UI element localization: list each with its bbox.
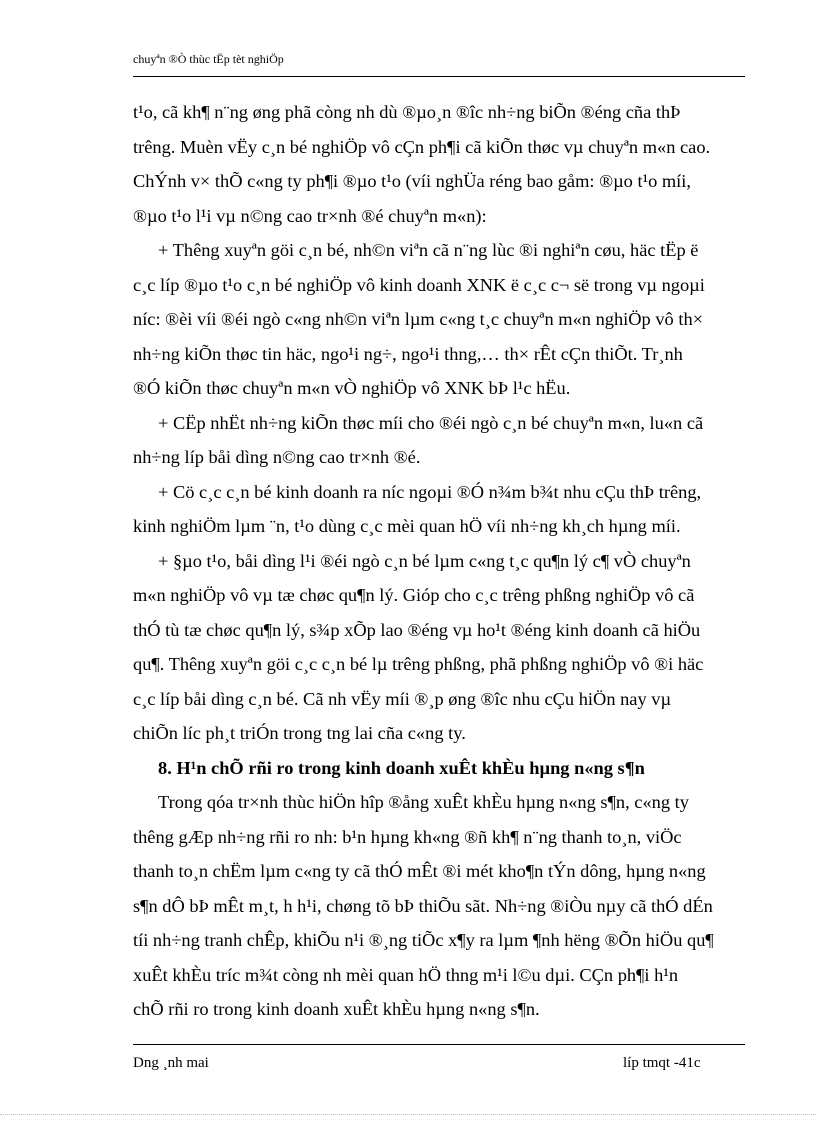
text-line: níc: ®èi víi ®éi ngò c«ng nh©n viªn lµm c«ng t¸c chuyªn m«n nghiÖp vô th× [133,309,704,329]
text-line: nh÷ng kiÕn thøc tin häc, ngo¹i ng÷, ngo¹i thng,… th× rÊt cÇn thiÕt. Tr¸nh [133,343,683,364]
page-body [133,95,773,1027]
header-rule [133,76,745,77]
text-line: thÓ tù tæ chøc qu¶n lý, s¾p xÕp lao ®éng vµ ho¹t ®éng kinh doanh cã hiÖu [133,619,701,640]
footer-class: líp tmqt -41c [623,1055,701,1071]
text-line: chiÕn líc ph¸t triÓn trong tng lai cña c«ng ty. [133,723,466,743]
text-line: + CËp nhËt nh÷ng kiÕn thøc míi cho ®éi ngò c¸n bé chuyªn m«n, lu«n cã [158,412,704,433]
text-line: + Thêng xuyªn göi c¸n bé, nh©n viªn cã n¨ng lùc ®i nghiªn cøu, häc tËp ë [158,240,699,260]
text-line: xuÊt khÈu tríc m¾t còng nh mèi quan hÖ thng m¹i l©u dµi. CÇn ph¶i h¹n [133,964,679,985]
text-line: Trong qóa tr×nh thùc hiÖn hîp ®ång xuÊt khÈu hµng n«ng s¶n, c«ng ty [158,792,689,812]
text-line: + Cö c¸c c¸n bé kinh doanh ra níc ngoµi ®Ó n¾m b¾t nhu cÇu thÞ trêng, [158,481,702,502]
text-line: thêng gÆp nh÷ng rñi ro nh: b¹n hµng kh«ng ®ñ kh¶ n¨ng thanh to¸n, viÖc [133,826,682,847]
text-line: c¸c líp båi dìng c¸n bé. Cã nh vËy míi ®¸p øng ®îc nhu cÇu hiÖn nay vµ [133,688,672,709]
page-header: chuyªn ®Ò thùc tËp tèt nghiÖp [133,52,284,66]
text-line: t¹o, cã kh¶ n¨ng øng phã còng nh dù ®µo¸n ®îc nh÷ng biÕn ®éng cña thÞ [133,102,681,122]
text-line: + §µo t¹o, båi dìng l¹i ®éi ngò c¸n bé lµm c«ng t¸c qu¶n lý c¶ vÒ chuyªn [158,550,691,571]
text-line: thanh to¸n chËm lµm c«ng ty cã thÓ mÊt ®i mét kho¶n tÝn dông, hµng n«ng [133,861,706,881]
section-heading: 8. H¹n chÕ rñi ro trong kinh doanh xuÊt khÈu hµng n«ng s¶n [158,757,645,778]
footer-author: Dng ¸nh mai [133,1055,209,1071]
text-line: chÕ rñi ro trong kinh doanh xuÊt khÈu hµng n«ng s¶n. [133,999,540,1019]
text-line: ®µo t¹o l¹i vµ n©ng cao tr×nh ®é chuyªn m«n): [133,205,487,226]
text-line: m«n nghiÖp vô vµ tæ chøc qu¶n lý. Gióp cho c¸c trêng phßng nghiÖp vô cã [133,585,695,605]
text-line: qu¶. Thêng xuyªn göi c¸c c¸n bé lµ trêng phßng, phã phßng nghiÖp vô ®i häc [133,654,704,674]
text-line: nh÷ng líp båi dìng n©ng cao tr×nh ®é. [133,447,421,467]
text-line: tíi nh÷ng tranh chÊp, khiÕu n¹i ®¸ng tiÕc x¶y ra lµm ¶nh hëng ®Õn hiÖu qu¶ [133,930,714,950]
text-line: trêng. Muèn vËy c¸n bé nghiÖp vô cÇn ph¶i cã kiÕn thøc vµ chuyªn m«n cao. [133,136,711,157]
page-bottom-border [0,1114,816,1115]
text-line: ®Ó kiÕn thøc chuyªn m«n vÒ nghiÖp vô XNK bÞ l¹c hËu. [133,378,571,398]
footer-rule [133,1044,745,1045]
text-line: c¸c líp ®µo t¹o c¸n bé nghiÖp vô kinh doanh XNK ë c¸c c¬ së trong vµ ngoµi [133,274,705,295]
text-line: s¶n dÔ bÞ mÊt m¸t, h h¹i, chøng tõ bÞ thiÕu sãt. Nh÷ng ®iÒu nµy cã thÓ dÉn [133,895,713,916]
text-line: ChÝnh v× thÕ c«ng ty ph¶i ®µo t¹o (víi nghÜa réng bao gåm: ®µo t¹o míi, [133,171,691,191]
text-line: kinh nghiÖm lµm ¨n, t¹o dùng c¸c mèi quan hÖ víi nh÷ng kh¸ch hµng míi. [133,516,681,536]
